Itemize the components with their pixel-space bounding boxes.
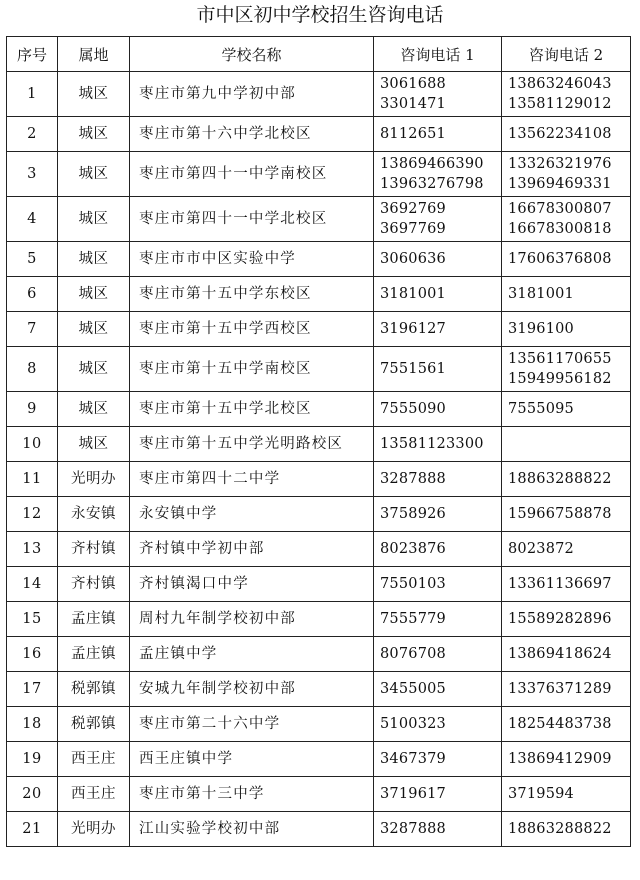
school-name-cell-text: 齐村镇渴口中学 xyxy=(139,576,249,592)
header-area: 属地 xyxy=(58,37,130,72)
school-name-cell-text: 永安镇中学 xyxy=(139,506,218,522)
area-cell xyxy=(58,312,130,347)
phone-number: 15589282896 xyxy=(508,611,612,627)
area-cell xyxy=(58,777,130,812)
table-row xyxy=(7,197,631,242)
phone-number: 15966758878 xyxy=(508,506,612,522)
tel1-cell xyxy=(374,197,502,242)
tel2-cell xyxy=(502,672,631,707)
phone-number: 3697769 xyxy=(380,221,446,237)
tel1-cell xyxy=(374,152,502,197)
table-row xyxy=(7,602,631,637)
area-cell xyxy=(58,277,130,312)
school-name-cell-text: 枣庄市第十五中学光明路校区 xyxy=(139,436,344,452)
table-row xyxy=(7,312,631,347)
phone-number: 7555090 xyxy=(380,401,446,417)
phone-number: 3196127 xyxy=(380,321,446,337)
tel2-cell xyxy=(502,532,631,567)
tel1-cell xyxy=(374,312,502,347)
tel2-cell xyxy=(502,117,631,152)
table-row xyxy=(7,532,631,567)
tel2-cell xyxy=(502,812,631,847)
area-cell-text: 城区 xyxy=(78,286,109,302)
area-cell xyxy=(58,742,130,777)
area-cell-text: 税郭镇 xyxy=(71,681,116,697)
area-cell-text: 西王庄 xyxy=(71,751,116,767)
tel2-cell xyxy=(502,312,631,347)
seq-cell xyxy=(7,462,58,497)
table-row xyxy=(7,277,631,312)
table-row xyxy=(7,812,631,847)
table-row xyxy=(7,347,631,392)
seq-cell xyxy=(7,777,58,812)
tel1-cell xyxy=(374,672,502,707)
tel1-cell xyxy=(374,497,502,532)
phone-number: 17606376808 xyxy=(508,251,612,267)
phone-number: 3060636 xyxy=(380,251,446,267)
school-name-cell xyxy=(130,462,374,497)
table-row xyxy=(7,777,631,812)
area-cell-text: 城区 xyxy=(78,126,109,142)
seq-cell xyxy=(7,742,58,777)
table-row xyxy=(7,427,631,462)
phone-number: 13376371289 xyxy=(508,681,612,697)
area-cell xyxy=(58,427,130,462)
area-cell xyxy=(58,812,130,847)
school-name-cell-text: 枣庄市第九中学初中部 xyxy=(139,86,296,102)
tel1-cell xyxy=(374,277,502,312)
phone-number: 13361136697 xyxy=(508,576,612,592)
area-cell-text: 孟庄镇 xyxy=(71,611,116,627)
area-cell xyxy=(58,392,130,427)
area-cell xyxy=(58,462,130,497)
header-tel1: 咨询电话 1 xyxy=(374,37,502,72)
tel1-cell xyxy=(374,777,502,812)
area-cell-text: 城区 xyxy=(78,86,109,102)
seq-cell-text: 19 xyxy=(22,751,42,767)
area-cell-text: 城区 xyxy=(78,401,109,417)
tel2-cell xyxy=(502,197,631,242)
area-cell-text: 齐村镇 xyxy=(71,576,116,592)
tel2-cell xyxy=(502,602,631,637)
tel1-cell xyxy=(374,602,502,637)
table-row xyxy=(7,462,631,497)
table-row xyxy=(7,742,631,777)
tel2-cell xyxy=(502,462,631,497)
school-name-cell-text: 枣庄市第二十六中学 xyxy=(139,716,281,732)
seq-cell-text: 2 xyxy=(27,126,37,142)
tel1-cell xyxy=(374,72,502,117)
seq-cell xyxy=(7,197,58,242)
area-cell xyxy=(58,637,130,672)
seq-cell xyxy=(7,812,58,847)
tel1-cell xyxy=(374,392,502,427)
seq-cell-text: 11 xyxy=(22,471,42,487)
table-row xyxy=(7,152,631,197)
seq-cell-text: 16 xyxy=(22,646,42,662)
school-name-cell xyxy=(130,152,374,197)
phone-number: 7550103 xyxy=(380,576,446,592)
seq-cell-text: 9 xyxy=(27,401,37,417)
seq-cell-text: 1 xyxy=(27,86,37,102)
phone-number: 13869412909 xyxy=(508,751,612,767)
school-name-cell xyxy=(130,567,374,602)
phone-number: 18254483738 xyxy=(508,716,612,732)
school-name-cell xyxy=(130,347,374,392)
seq-cell xyxy=(7,347,58,392)
school-name-cell xyxy=(130,742,374,777)
phone-number: 13562234108 xyxy=(508,126,612,142)
school-name-cell xyxy=(130,497,374,532)
tel2-cell xyxy=(502,277,631,312)
phone-number: 18863288822 xyxy=(508,471,612,487)
table-header-row xyxy=(7,37,631,72)
school-name-cell xyxy=(130,777,374,812)
seq-cell xyxy=(7,427,58,462)
school-name-cell xyxy=(130,117,374,152)
school-phone-table xyxy=(6,36,631,847)
area-cell-text: 城区 xyxy=(78,166,109,182)
phone-number: 13869418624 xyxy=(508,646,612,662)
school-name-cell xyxy=(130,277,374,312)
school-name-cell xyxy=(130,532,374,567)
area-cell xyxy=(58,707,130,742)
school-name-cell-text: 枣庄市第十五中学西校区 xyxy=(139,321,312,337)
seq-cell-text: 15 xyxy=(22,611,42,627)
table-row xyxy=(7,117,631,152)
seq-cell-text: 12 xyxy=(22,506,42,522)
phone-number: 3181001 xyxy=(508,286,574,302)
seq-cell xyxy=(7,567,58,602)
table-row xyxy=(7,567,631,602)
area-cell xyxy=(58,242,130,277)
seq-cell xyxy=(7,532,58,567)
phone-number: 13969469331 xyxy=(508,176,612,192)
phone-number: 3196100 xyxy=(508,321,574,337)
table-row xyxy=(7,242,631,277)
seq-cell xyxy=(7,637,58,672)
phone-number: 3181001 xyxy=(380,286,446,302)
area-cell xyxy=(58,347,130,392)
tel1-cell xyxy=(374,812,502,847)
tel1-cell xyxy=(374,707,502,742)
school-name-cell xyxy=(130,602,374,637)
phone-number: 16678300818 xyxy=(508,221,612,237)
header-school: 学校名称 xyxy=(130,37,374,72)
tel2-cell xyxy=(502,742,631,777)
seq-cell xyxy=(7,602,58,637)
phone-number: 18863288822 xyxy=(508,821,612,837)
area-cell xyxy=(58,672,130,707)
school-name-cell-text: 枣庄市第十五中学东校区 xyxy=(139,286,312,302)
phone-number: 3287888 xyxy=(380,821,446,837)
tel2-cell xyxy=(502,242,631,277)
seq-cell-text: 13 xyxy=(22,541,42,557)
school-name-cell-text: 安城九年制学校初中部 xyxy=(139,681,296,697)
area-cell-text: 城区 xyxy=(78,211,109,227)
phone-number: 3467379 xyxy=(380,751,446,767)
phone-number: 3287888 xyxy=(380,471,446,487)
seq-cell-text: 14 xyxy=(22,576,42,592)
tel2-cell xyxy=(502,347,631,392)
phone-number: 3301471 xyxy=(380,96,446,112)
area-cell-text: 城区 xyxy=(78,321,109,337)
table-body xyxy=(7,72,631,847)
area-cell-text: 税郭镇 xyxy=(71,716,116,732)
school-name-cell xyxy=(130,637,374,672)
tel1-cell xyxy=(374,637,502,672)
phone-number: 7555779 xyxy=(380,611,446,627)
tel2-cell xyxy=(502,152,631,197)
school-name-cell xyxy=(130,812,374,847)
phone-number: 8076708 xyxy=(380,646,446,662)
area-cell-text: 光明办 xyxy=(71,471,116,487)
school-name-cell xyxy=(130,312,374,347)
tel2-cell xyxy=(502,777,631,812)
seq-cell-text: 8 xyxy=(27,361,37,377)
tel2-cell xyxy=(502,427,631,462)
area-cell-text: 城区 xyxy=(78,251,109,267)
school-name-cell xyxy=(130,197,374,242)
tel2-cell xyxy=(502,637,631,672)
phone-number: 3692769 xyxy=(380,201,446,217)
school-name-cell-text: 枣庄市第四十二中学 xyxy=(139,471,281,487)
area-cell-text: 城区 xyxy=(78,361,109,377)
seq-cell xyxy=(7,392,58,427)
area-cell xyxy=(58,72,130,117)
area-cell xyxy=(58,532,130,567)
table-row xyxy=(7,497,631,532)
school-name-cell-text: 江山实验学校初中部 xyxy=(139,821,281,837)
table-row xyxy=(7,707,631,742)
school-name-cell-text: 枣庄市第四十一中学北校区 xyxy=(139,211,328,227)
tel2-cell xyxy=(502,567,631,602)
phone-number: 3061688 xyxy=(380,76,446,92)
tel1-cell xyxy=(374,532,502,567)
phone-number: 13863246043 xyxy=(508,76,612,92)
school-name-cell xyxy=(130,72,374,117)
phone-number: 3719617 xyxy=(380,786,446,802)
seq-cell xyxy=(7,152,58,197)
seq-cell-text: 4 xyxy=(27,211,37,227)
seq-cell xyxy=(7,497,58,532)
tel1-cell xyxy=(374,462,502,497)
header-tel2: 咨询电话 2 xyxy=(502,37,631,72)
tel2-cell xyxy=(502,497,631,532)
tel2-cell xyxy=(502,392,631,427)
seq-cell-text: 20 xyxy=(22,786,42,802)
seq-cell xyxy=(7,72,58,117)
school-name-cell-text: 枣庄市第十六中学北校区 xyxy=(139,126,312,142)
seq-cell-text: 17 xyxy=(22,681,42,697)
header-seq: 序号 xyxy=(7,37,58,72)
table-row xyxy=(7,72,631,117)
page-title: 市中区初中学校招生咨询电话 xyxy=(196,4,444,26)
phone-number: 13869466390 xyxy=(380,156,484,172)
tel2-cell xyxy=(502,707,631,742)
area-cell-text: 永安镇 xyxy=(71,506,116,522)
school-name-cell-text: 周村九年制学校初中部 xyxy=(139,611,296,627)
phone-number: 13561170655 xyxy=(508,351,612,367)
seq-cell xyxy=(7,672,58,707)
area-cell-text: 西王庄 xyxy=(71,786,116,802)
school-name-cell-text: 枣庄市第十三中学 xyxy=(139,786,265,802)
tel1-cell xyxy=(374,427,502,462)
area-cell xyxy=(58,602,130,637)
school-name-cell-text: 枣庄市第十五中学北校区 xyxy=(139,401,312,417)
table-row xyxy=(7,392,631,427)
area-cell xyxy=(58,497,130,532)
school-name-cell xyxy=(130,392,374,427)
tel1-cell xyxy=(374,117,502,152)
phone-number: 7551561 xyxy=(380,361,446,377)
seq-cell-text: 21 xyxy=(22,821,42,837)
area-cell-text: 孟庄镇 xyxy=(71,646,116,662)
phone-number: 3455005 xyxy=(380,681,446,697)
seq-cell-text: 3 xyxy=(27,166,37,182)
area-cell xyxy=(58,152,130,197)
phone-number: 8023876 xyxy=(380,541,446,557)
school-name-cell-text: 枣庄市市中区实验中学 xyxy=(139,251,296,267)
phone-number: 16678300807 xyxy=(508,201,612,217)
seq-cell-text: 18 xyxy=(22,716,42,732)
phone-number: 15949956182 xyxy=(508,371,612,387)
seq-cell xyxy=(7,242,58,277)
table-row xyxy=(7,672,631,707)
tel1-cell xyxy=(374,742,502,777)
phone-number: 13963276798 xyxy=(380,176,484,192)
phone-number: 8112651 xyxy=(380,126,446,142)
area-cell-text: 城区 xyxy=(78,436,109,452)
tel1-cell xyxy=(374,567,502,602)
table-row xyxy=(7,637,631,672)
seq-cell-text: 6 xyxy=(27,286,37,302)
phone-number: 3758926 xyxy=(380,506,446,522)
seq-cell-text: 5 xyxy=(27,251,37,267)
seq-cell xyxy=(7,117,58,152)
phone-number: 7555095 xyxy=(508,401,574,417)
phone-number: 8023872 xyxy=(508,541,574,557)
school-name-cell xyxy=(130,242,374,277)
school-name-cell-text: 齐村镇中学初中部 xyxy=(139,541,265,557)
school-name-cell-text: 枣庄市第四十一中学南校区 xyxy=(139,166,328,182)
school-name-cell-text: 枣庄市第十五中学南校区 xyxy=(139,361,312,377)
school-name-cell xyxy=(130,672,374,707)
seq-cell xyxy=(7,312,58,347)
phone-number: 3719594 xyxy=(508,786,574,802)
seq-cell-text: 10 xyxy=(22,436,42,452)
phone-number: 13581123300 xyxy=(380,436,484,452)
tel2-cell xyxy=(502,72,631,117)
school-name-cell-text: 孟庄镇中学 xyxy=(139,646,218,662)
phone-number: 13326321976 xyxy=(508,156,612,172)
tel1-cell xyxy=(374,242,502,277)
school-name-cell-text: 西王庄镇中学 xyxy=(139,751,234,767)
seq-cell xyxy=(7,277,58,312)
tel1-cell xyxy=(374,347,502,392)
area-cell xyxy=(58,567,130,602)
seq-cell-text: 7 xyxy=(27,321,37,337)
area-cell-text: 光明办 xyxy=(71,821,116,837)
school-name-cell xyxy=(130,707,374,742)
phone-number: 5100323 xyxy=(380,716,446,732)
area-cell-text: 齐村镇 xyxy=(71,541,116,557)
seq-cell xyxy=(7,707,58,742)
phone-number: 13581129012 xyxy=(508,96,612,112)
area-cell xyxy=(58,197,130,242)
area-cell xyxy=(58,117,130,152)
school-name-cell xyxy=(130,427,374,462)
